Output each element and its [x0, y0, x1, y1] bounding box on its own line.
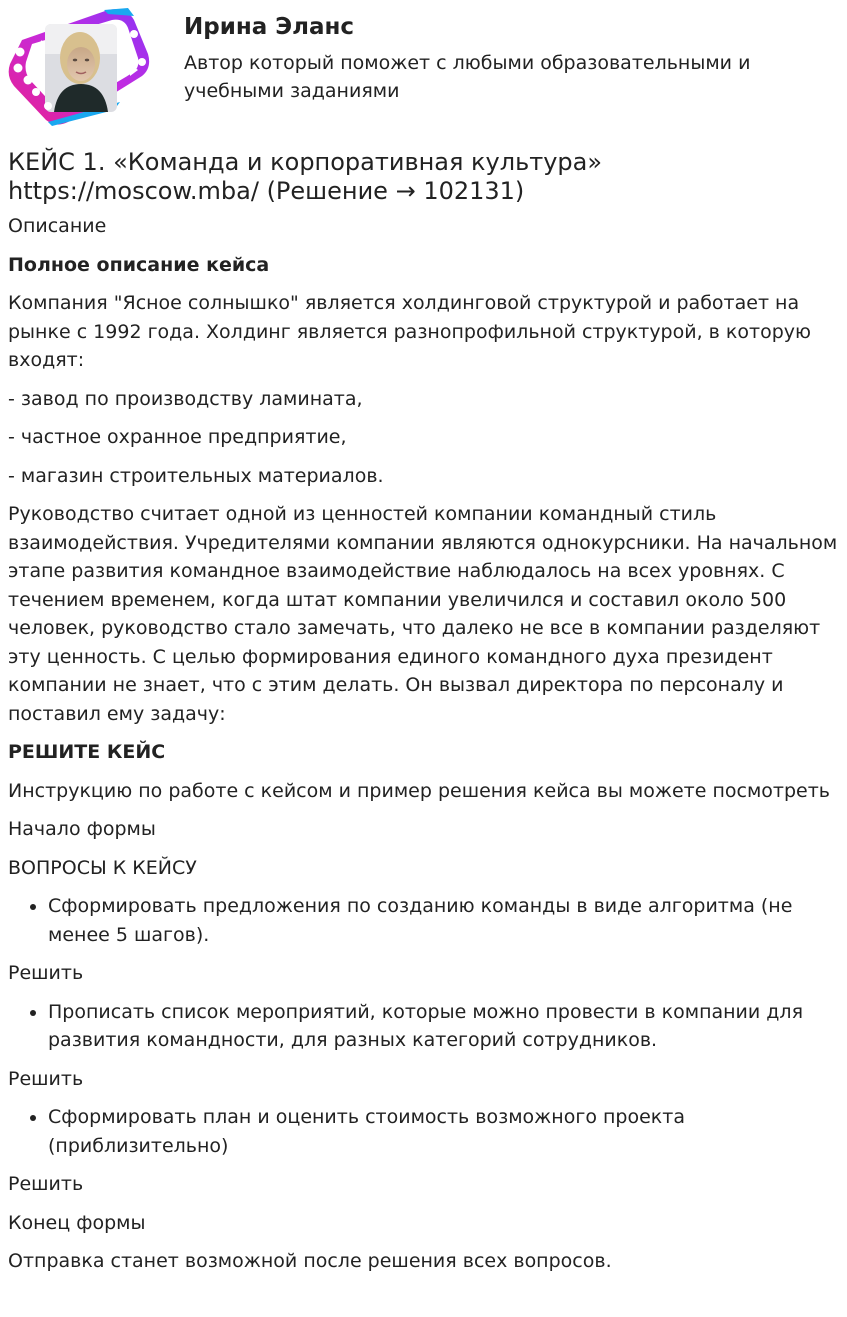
- solve-button[interactable]: Решить: [8, 1067, 84, 1090]
- submit-note: Отправка станет возможной после решения всех вопросов.: [8, 1250, 612, 1272]
- avatar-frame-icon: [8, 6, 150, 126]
- form-end: Конец формы: [8, 1211, 146, 1234]
- case-list-item: - завод по производству ламината,: [8, 387, 363, 410]
- full-description-heading: Полное описание кейса: [8, 253, 270, 276]
- author-name: Ирина Эланс: [184, 14, 355, 40]
- solve-heading: РЕШИТЕ КЕЙС: [8, 741, 166, 763]
- author-header: [8, 6, 838, 128]
- case-list-item: - частное охранное предприятие,: [8, 426, 347, 448]
- avatar: [8, 6, 150, 126]
- question-item: • Сформировать план и оценить стоимость возможного проекта (приблизительно): [48, 1103, 840, 1160]
- case-list-item: - магазин строительных материалов.: [8, 464, 384, 487]
- solve-button[interactable]: Решить: [8, 1173, 84, 1195]
- questions-heading: ВОПРОСЫ К КЕЙСУ: [8, 856, 197, 879]
- page-title: КЕЙС 1. «Команда и корпоративная культура» https://moscow.mba/ (Решение → 102131): [8, 148, 603, 205]
- solve-button[interactable]: Решить: [8, 962, 84, 984]
- case-content: [8, 148, 840, 1286]
- case-intro: Компания "Ясное солнышко" является холдинговой структурой и работает на рынке с 1992 года. Холдинг является разнопрофильной структурой, в которую входят:: [8, 292, 812, 371]
- case-body: Руководство считает одной из ценностей компании командный стиль взаимодействия. Учредителями компании являются однокурсники. На начальном этапе развития командное взаимодействие наблюдалось на всех уровнях. С течением временем, когда штат компании увеличился и составил около 500 человек, руководство стало замечать, что далеко не все в компании разделяют эту ценность. С целью формирования единого командного духа президент компании не знает, что с этим делать. Он вызвал директора по персоналу и поставил ему задачу:: [8, 503, 838, 725]
- question-list: [8, 998, 840, 1055]
- form-start: Начало формы: [8, 818, 156, 840]
- question-list: [8, 1103, 840, 1160]
- question-list: [8, 892, 840, 949]
- question-item: • Сформировать предложения по созданию команды в виде алгоритма (не менее 5 шагов).: [48, 892, 840, 949]
- author-description: Автор который поможет с любыми образовательными и учебными заданиями: [184, 52, 751, 102]
- description-label: Описание: [8, 215, 107, 237]
- question-item: • Прописать список мероприятий, которые можно провести в компании для развития командности, для разных категорий сотрудников.: [48, 998, 840, 1055]
- instruction-text: Инструкцию по работе с кейсом и пример решения кейса вы можете посмотреть: [8, 779, 831, 802]
